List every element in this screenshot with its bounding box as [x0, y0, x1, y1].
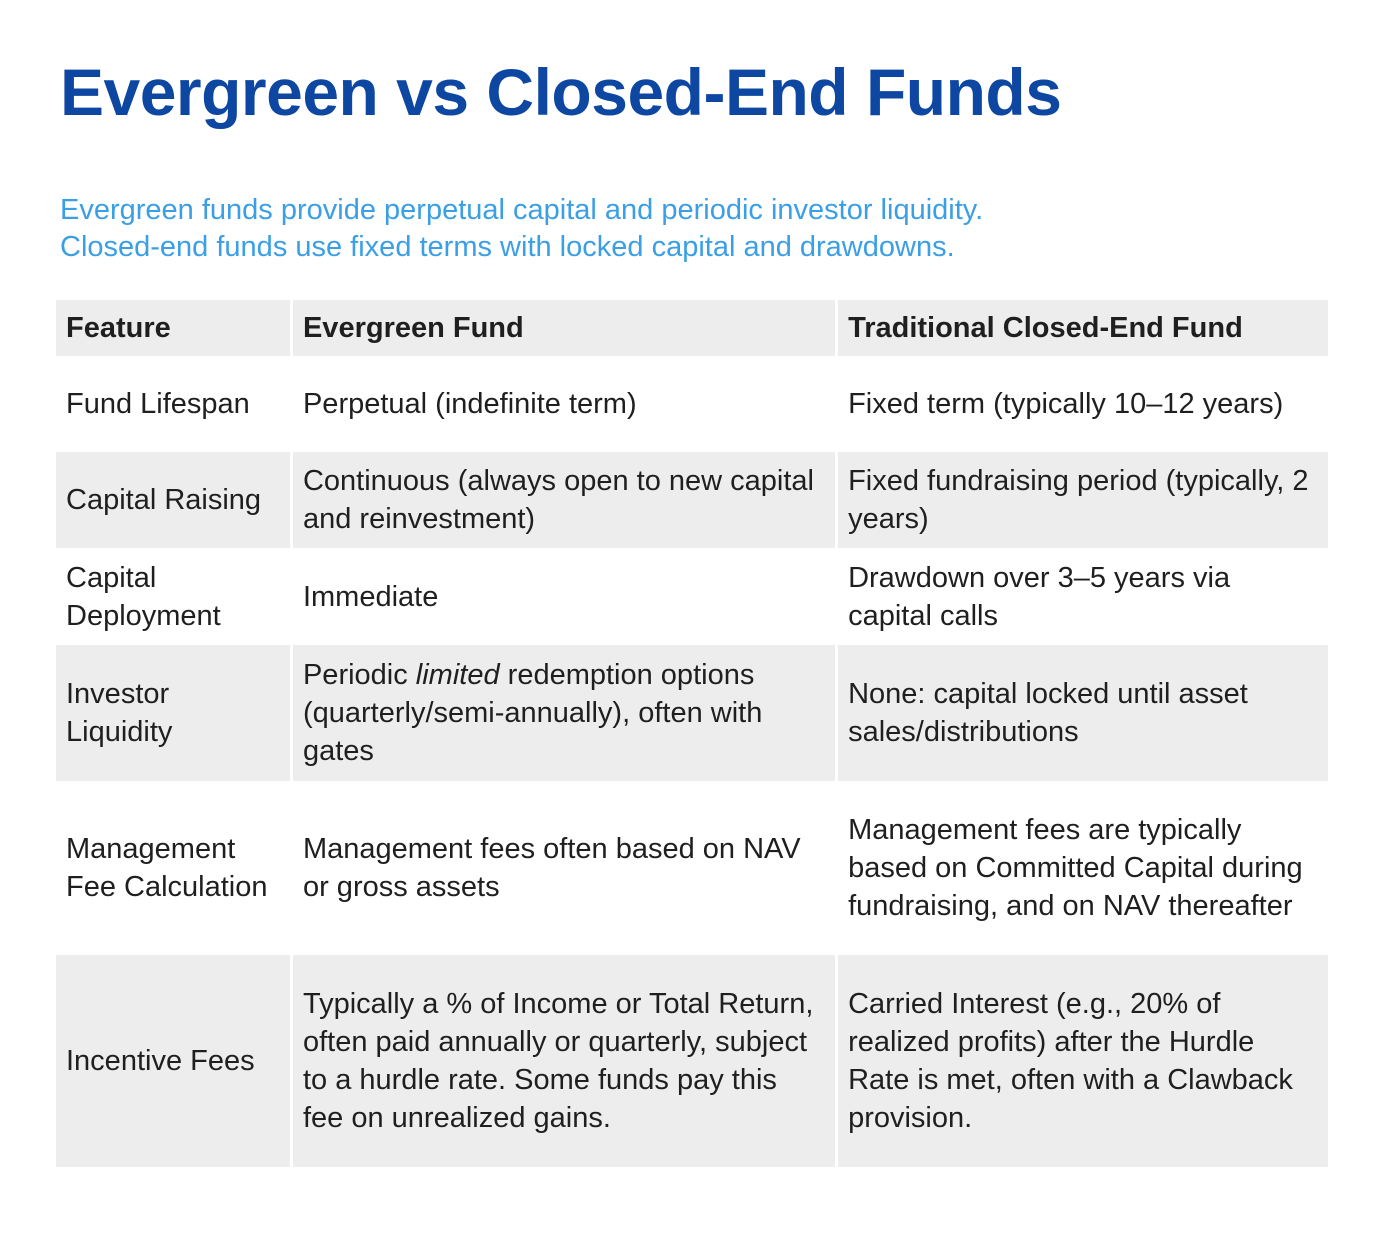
row-closed-end-cell: Management fees are typically based on Committed Capital during fundraising, and on NAV thereafter [838, 781, 1328, 955]
row-feature-cell: Fund Lifespan [56, 356, 290, 452]
row-feature-cell: Investor Liquidity [56, 645, 290, 781]
header-closed-end-fund: Traditional Closed-End Fund [838, 300, 1328, 356]
row-feature-cell: Capital Raising [56, 452, 290, 548]
row-evergreen-cell: Continuous (always open to new capital and reinvestment) [293, 452, 835, 548]
row-evergreen-cell: Typically a % of Income or Total Return, often paid annually or quarterly, subject to a hurdle rate. Some funds pay this fee on unrealized gains. [293, 955, 835, 1167]
subtitle-line-2: Closed-end funds use fixed terms with locked capital and drawdowns. [60, 231, 955, 263]
table-row [56, 955, 1328, 1167]
row-feature-cell: Capital Deployment [56, 548, 290, 645]
row-closed-end-cell: None: capital locked until asset sales/distributions [838, 645, 1328, 781]
subtitle-line-1: Evergreen funds provide perpetual capital and periodic investor liquidity. [60, 194, 984, 226]
page-title: Evergreen vs Closed-End Funds [60, 55, 1062, 129]
row-evergreen-cell: Perpetual (indefinite term) [293, 356, 835, 452]
liquidity-suffix: redemption options (quarterly/semi-annually), often with gates [302, 659, 763, 767]
table-row [56, 452, 1328, 548]
table-row [56, 548, 1328, 645]
header-evergreen-fund: Evergreen Fund [293, 300, 835, 356]
row-closed-end-cell: Carried Interest (e.g., 20% of realized profits) after the Hurdle Rate is met, often with a Clawback provision. [838, 955, 1328, 1167]
table-row [56, 781, 1328, 955]
table-row [56, 645, 1328, 781]
row-feature-cell: Incentive Fees [56, 955, 290, 1167]
table-header-row [56, 300, 1328, 356]
row-closed-end-cell: Fixed fundraising period (typically, 2 years) [838, 452, 1328, 548]
row-evergreen-cell [293, 645, 835, 781]
row-evergreen-cell: Management fees often based on NAV or gross assets [293, 781, 835, 955]
row-closed-end-cell: Fixed term (typically 10–12 years) [838, 356, 1328, 452]
liquidity-prefix: Periodic [302, 659, 416, 691]
subtitle [60, 192, 1350, 266]
table-row [56, 356, 1328, 452]
row-closed-end-cell: Drawdown over 3–5 years via capital calls [838, 548, 1328, 645]
comparison-table [53, 300, 1331, 1167]
liquidity-emphasis: limited [415, 659, 500, 691]
row-evergreen-cell: Immediate [293, 548, 835, 645]
row-feature-cell: Management Fee Calculation [56, 781, 290, 955]
header-feature: Feature [56, 300, 290, 356]
